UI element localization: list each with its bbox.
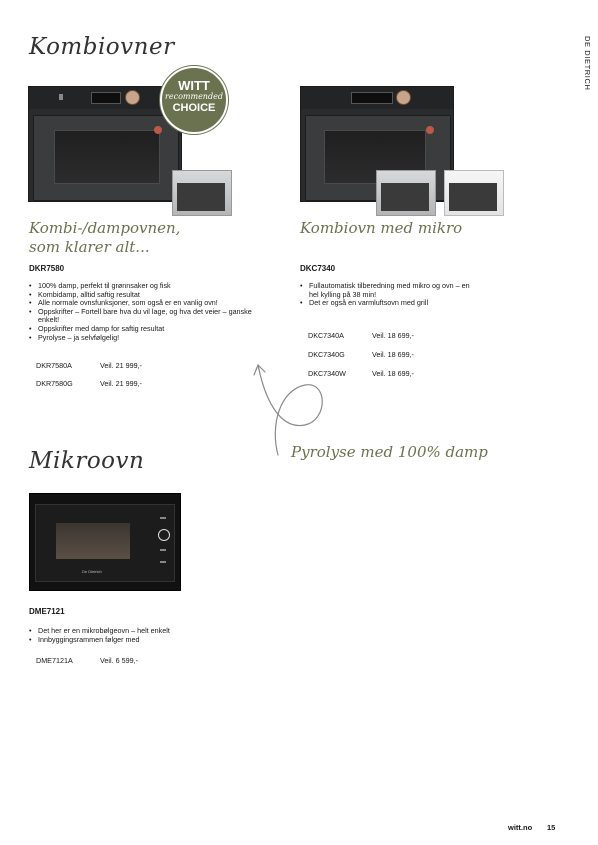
appliance-brand: De Dietrich (82, 569, 102, 574)
section-title-mikroovn: Mikroovn (29, 448, 145, 474)
variant-price: Veil. 21 999,- (100, 379, 142, 388)
section-title-kombiovner: Kombiovner (29, 34, 175, 60)
model-dme7121: DME7121 (29, 607, 65, 616)
variant-code: DKC7340A (308, 331, 344, 340)
model-dkr7580: DKR7580 (29, 264, 65, 273)
oven-variant-silver (376, 170, 436, 216)
product-image-dkc7340 (300, 86, 504, 216)
annotation-pyrolyse: Pyrolyse med 100% damp (291, 443, 488, 461)
variant-price: Veil. 6 599,- (100, 656, 138, 665)
footer-site: witt.no (508, 823, 533, 832)
oven-window (449, 183, 497, 211)
microwave-button (160, 517, 166, 519)
feature-item: • Innbyggingsrammen følger med (29, 636, 249, 645)
product-image-dkr7580 (28, 86, 182, 202)
variant-price: Veil. 18 699,- (372, 369, 414, 378)
variant-price: Veil. 18 699,- (372, 331, 414, 340)
feature-item: • Pyrolyse – ja selvfølgelig! (29, 334, 254, 343)
microwave-front (35, 504, 175, 582)
oven-body (28, 86, 182, 202)
badge-line2: recommended (165, 92, 223, 101)
variant-code: DKR7580G (36, 379, 73, 388)
oven-knob (125, 90, 140, 105)
oven-button (59, 94, 63, 100)
brand-logo-icon (426, 126, 434, 134)
microwave-button (160, 549, 166, 551)
tagline-line1: Kombi-/dampovnen, (29, 219, 181, 237)
side-brand: DE DIETRICH (583, 36, 592, 91)
feature-list-dkc7340 (300, 282, 480, 308)
product-image-dme7121 (29, 493, 181, 591)
witt-recommended-badge (160, 66, 228, 134)
variant-code: DME7121A (36, 656, 73, 665)
feature-item: • Det er også en varmluftsovn med grill (300, 299, 480, 308)
oven-window (381, 183, 429, 211)
feature-list-dme7121 (29, 627, 249, 644)
feature-item: • Det her er en mikrobølgeovn – helt enkelt (29, 627, 249, 636)
feature-item: • Kombidamp, alltid saftig resultat (29, 291, 254, 300)
variant-code: DKC7340G (308, 350, 345, 359)
feature-item: • 100% damp, perfekt til grønnsaker og fisk (29, 282, 254, 291)
feature-item: • Fullautomatisk tilberedning med mikro og ovn – en hel kylling på 38 min! (300, 282, 480, 299)
oven-door (33, 115, 179, 201)
badge-line1: WITT (178, 78, 210, 93)
oven-control-panel (301, 87, 453, 109)
oven-control-panel (29, 87, 181, 109)
variant-code: DKC7340W (308, 369, 346, 378)
tagline-dkc7340: Kombiovn med mikro (300, 219, 463, 237)
tagline-line2: som klarer alt... (29, 238, 150, 256)
brand-logo-icon (154, 126, 162, 134)
microwave-button (160, 561, 166, 563)
oven-variant-silver (172, 170, 232, 216)
oven-window (54, 130, 160, 184)
oven-display (351, 92, 393, 104)
oven-window (177, 183, 225, 211)
variant-price: Veil. 18 699,- (372, 350, 414, 359)
microwave-window (56, 523, 130, 559)
oven-variant-white (444, 170, 504, 216)
feature-list-dkr7580 (29, 282, 254, 342)
oven-display (91, 92, 121, 104)
variant-code: DKR7580A (36, 361, 72, 370)
feature-item: • Oppskrifter med damp for saftig resultat (29, 325, 254, 334)
oven-knob (396, 90, 411, 105)
feature-item: • Alle normale ovnsfunksjoner, som også er en vanlig ovn! (29, 299, 254, 308)
badge-line3: CHOICE (172, 102, 216, 114)
page-number: 15 (547, 823, 556, 832)
variant-price: Veil. 21 999,- (100, 361, 142, 370)
microwave-knob (158, 529, 170, 541)
feature-item: • Oppskrifter – Fortell bare hva du vil lage, og hva det veier – ganske enkelt! (29, 308, 254, 325)
tagline-dkr7580 (29, 219, 180, 257)
model-dkc7340: DKC7340 (300, 264, 336, 273)
